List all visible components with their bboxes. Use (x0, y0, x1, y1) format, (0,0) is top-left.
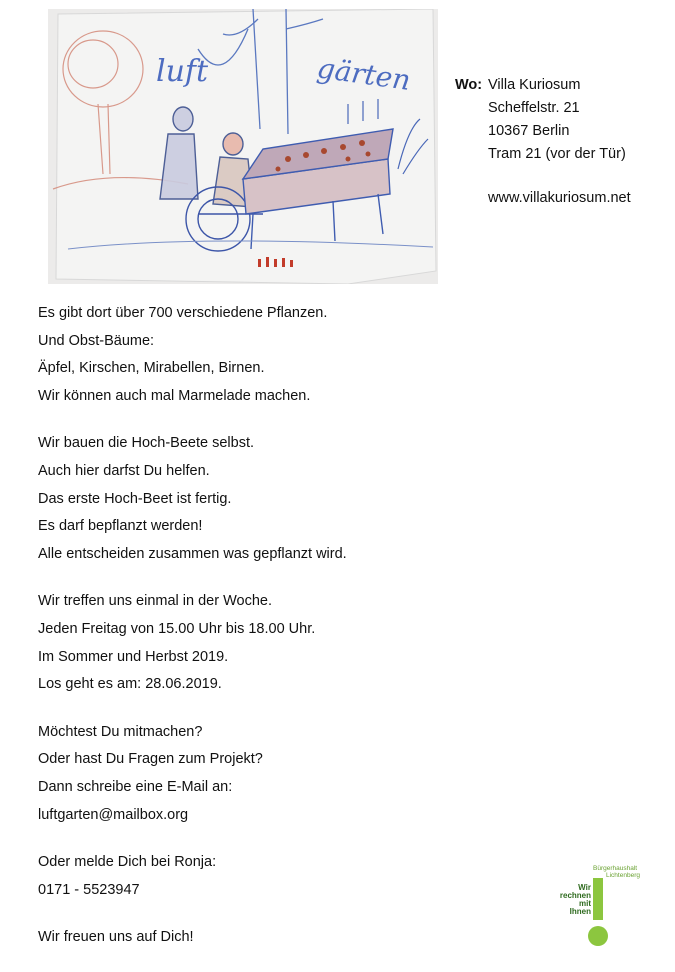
text-line: Das erste Hoch-Beet ist fertig. (38, 490, 232, 507)
text-line: Oder melde Dich bei Ronja: (38, 854, 217, 871)
logo-slogan-line: Wir (578, 883, 591, 892)
buergerhaushalt-logo (560, 860, 660, 950)
paragraph-contact-phone (38, 849, 347, 904)
paragraph-contact-email (38, 719, 347, 829)
address-block (455, 74, 631, 210)
website-link[interactable]: www.villakuriosum.net (488, 190, 631, 206)
email-link[interactable]: luftgarten@mailbox.org (38, 806, 189, 823)
text-line: Wir treffen uns einmal in der Woche. (38, 593, 272, 610)
text-line: Alle entscheiden zusammen was gepflanzt wird. (38, 545, 347, 562)
address-line-street: Scheffelstr. 21 (488, 100, 580, 116)
logo-brand-line: Lichtenberg (606, 872, 640, 879)
text-line: Äpfel, Kirschen, Mirabellen, Birnen. (38, 360, 265, 377)
address-line-venue: Villa Kuriosum (488, 77, 581, 93)
paragraph-plants (38, 300, 347, 410)
logo-slogan-line: mit (579, 899, 591, 908)
address-line-transport: Tram 21 (vor der Tür) (488, 146, 626, 162)
address-line-city: 10367 Berlin (488, 123, 570, 139)
text-line: Und Obst-Bäume: (38, 332, 155, 349)
logo-exclamation-bar (593, 878, 603, 920)
text-line: Los geht es am: 28.06.2019. (38, 676, 222, 693)
paragraph-beds (38, 430, 347, 568)
paragraph-closing (38, 924, 347, 952)
logo-brand-line: Bürgerhaushalt (593, 865, 638, 872)
garden-sketch-image (48, 9, 438, 284)
text-line: Jeden Freitag von 15.00 Uhr bis 18.00 Uhr. (38, 620, 316, 637)
logo-slogan-line: rechnen (560, 891, 591, 900)
sketch-title-luft: luft (156, 54, 209, 89)
text-line: Dann schreibe eine E-Mail an: (38, 778, 233, 795)
sketch-title-gaerten: gärten (315, 51, 413, 97)
phone-number[interactable]: 0171 - 5523947 (38, 881, 140, 898)
text-line: Im Sommer und Herbst 2019. (38, 648, 229, 665)
paragraph-schedule (38, 588, 347, 698)
text-line: Es gibt dort über 700 verschiedene Pflanzen. (38, 305, 328, 321)
text-line: Wir können auch mal Marmelade machen. (38, 387, 311, 404)
text-line: Auch hier darfst Du helfen. (38, 462, 210, 479)
text-line: Oder hast Du Fragen zum Projekt? (38, 751, 263, 768)
body-text (38, 300, 347, 972)
address-label: Wo: (455, 77, 483, 93)
text-line: Wir freuen uns auf Dich! (38, 929, 194, 946)
text-line: Wir bauen die Hoch-Beete selbst. (38, 435, 254, 452)
text-line: Möchtest Du mitmachen? (38, 723, 203, 740)
text-line: Es darf bepflanzt werden! (38, 518, 203, 535)
logo-slogan-line: Ihnen (569, 907, 591, 916)
logo-exclamation-dot (588, 926, 608, 946)
